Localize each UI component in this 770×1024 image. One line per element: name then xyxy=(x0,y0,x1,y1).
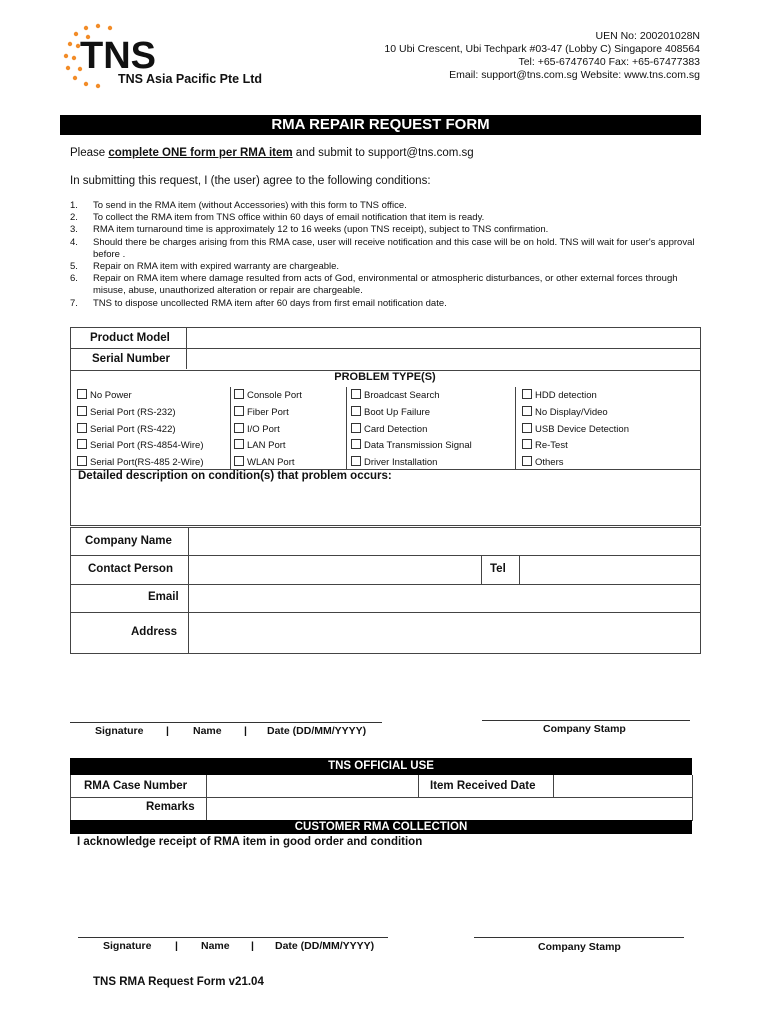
checkbox[interactable] xyxy=(77,389,87,399)
name-label: Name xyxy=(193,725,222,737)
checkbox[interactable] xyxy=(77,439,87,449)
problem-option-label: HDD detection xyxy=(535,390,597,401)
problem-option[interactable] xyxy=(522,423,629,435)
item-received-date-field[interactable] xyxy=(555,777,690,796)
divider xyxy=(70,612,701,613)
product-model-label: Product Model xyxy=(90,332,170,344)
company-email-web: Email: support@tns.com.sg Website: www.tns.com.sg xyxy=(449,69,700,81)
agreement-text: In submitting this request, I (the user) agree to the following conditions: xyxy=(70,175,431,187)
contact-person-label: Contact Person xyxy=(88,563,173,575)
checkbox[interactable] xyxy=(77,456,87,466)
problem-option[interactable] xyxy=(351,439,472,451)
problem-option[interactable] xyxy=(522,439,568,451)
problem-option[interactable] xyxy=(234,456,295,468)
problem-option-label: Serial Port (RS-4854-Wire) xyxy=(90,440,204,451)
checkbox[interactable] xyxy=(522,423,532,433)
problem-option[interactable] xyxy=(351,389,440,401)
condition-item: 7. TNS to dispose uncollected RMA item after 60 days from first email notification date. xyxy=(70,297,447,309)
address-field[interactable] xyxy=(190,614,698,651)
problem-option-label: Serial Port (RS-232) xyxy=(90,407,176,418)
condition-item: 2. To collect the RMA item from TNS office within 60 days of email notification that item is ready. xyxy=(70,212,485,224)
company-contact-block xyxy=(384,30,700,82)
condition-item: 6. Repair on RMA item where damage resulted from acts of God, environmental or atmospheric disturbances, or other external forces through misuse, abuse, unauthorized alteration or repair are chargeable. xyxy=(70,273,678,297)
email-field[interactable] xyxy=(190,586,698,611)
name-label: Name xyxy=(201,940,230,952)
divider xyxy=(553,775,554,797)
item-received-date-label: Item Received Date xyxy=(430,780,536,792)
problem-option-label: Boot Up Failure xyxy=(364,407,431,418)
problem-option-label: Console Port xyxy=(247,390,302,401)
problem-option[interactable] xyxy=(77,423,176,435)
checkbox[interactable] xyxy=(351,456,361,466)
divider xyxy=(346,387,347,469)
problem-option-label: WLAN Port xyxy=(247,457,295,468)
checkbox[interactable] xyxy=(522,439,532,449)
email-label: Email xyxy=(148,591,179,603)
signature-label: Signature xyxy=(95,725,144,737)
separator: | xyxy=(175,940,178,952)
problem-option[interactable] xyxy=(234,439,286,451)
description-field[interactable] xyxy=(72,486,697,524)
problem-option[interactable] xyxy=(522,406,608,418)
separator: | xyxy=(251,940,254,952)
divider xyxy=(70,348,701,349)
date-label: Date (DD/MM/YYYY) xyxy=(275,940,375,952)
checkbox[interactable] xyxy=(77,423,87,433)
acknowledge-text: I acknowledge receipt of RMA item in good order and condition xyxy=(77,836,423,848)
company-address: 10 Ubi Crescent, Ubi Techpark #03-47 (Lobby C) Singapore 408564 xyxy=(384,43,700,55)
instruction-text xyxy=(70,147,474,159)
problem-type-box xyxy=(70,369,701,470)
problem-option-label: USB Device Detection xyxy=(535,424,629,435)
official-use-title: TNS OFFICIAL USE xyxy=(70,758,692,775)
checkbox[interactable] xyxy=(77,406,87,416)
problem-option-label: Fiber Port xyxy=(247,407,289,418)
contact-person-field[interactable] xyxy=(190,557,480,583)
problem-option[interactable] xyxy=(351,423,427,435)
form-version: TNS RMA Request Form v21.04 xyxy=(93,976,264,988)
problem-option-label: Serial Port(RS-485 2-Wire) xyxy=(90,457,204,468)
address-label: Address xyxy=(131,626,178,638)
checkbox[interactable] xyxy=(234,389,244,399)
instruction-emphasis: complete ONE form per RMA item xyxy=(108,147,293,159)
divider xyxy=(515,387,516,469)
condition-item: 1. To send in the RMA item (without Accessories) with this form to TNS office. xyxy=(70,200,407,211)
problem-option[interactable] xyxy=(234,423,280,435)
divider xyxy=(188,527,189,653)
problem-option[interactable] xyxy=(77,406,176,418)
tel-label: Tel xyxy=(490,563,506,575)
uen-number: UEN No: 200201028N xyxy=(595,30,700,42)
customer-collection-title: CUSTOMER RMA COLLECTION xyxy=(70,820,692,834)
signature-label: Signature xyxy=(103,940,152,952)
problem-option-label: Broadcast Search xyxy=(364,390,440,401)
divider xyxy=(70,584,701,585)
instruction-post: and submit to support@tns.com.sg xyxy=(292,147,474,159)
divider xyxy=(418,775,419,797)
checkbox[interactable] xyxy=(234,423,244,433)
logo-text: TNS xyxy=(80,35,156,77)
problem-option[interactable] xyxy=(234,406,289,418)
serial-number-label: Serial Number xyxy=(92,353,170,365)
problem-option-label: Re-Test xyxy=(535,440,568,451)
instruction-pre: Please xyxy=(70,147,109,159)
problem-option-label: Driver Installation xyxy=(364,457,438,468)
product-model-field[interactable] xyxy=(189,329,697,347)
company-stamp-label: Company Stamp xyxy=(543,723,626,735)
checkbox[interactable] xyxy=(234,439,244,449)
problem-option[interactable] xyxy=(351,406,430,418)
separator: | xyxy=(244,725,247,737)
problem-option[interactable] xyxy=(351,456,437,468)
problem-option-label: Card Detection xyxy=(364,424,428,435)
company-name-label: Company Name xyxy=(85,535,172,547)
problem-option-label: Others xyxy=(535,457,564,468)
rma-case-number-label: RMA Case Number xyxy=(84,780,188,792)
remarks-field[interactable] xyxy=(208,799,690,819)
problem-option[interactable] xyxy=(522,456,564,468)
stamp-line xyxy=(474,937,684,938)
description-label: Detailed description on condition(s) that problem occurs: xyxy=(78,470,392,482)
problem-option-label: Data Transmission Signal xyxy=(364,440,472,451)
conditions-list xyxy=(70,200,702,310)
tel-field[interactable] xyxy=(521,557,698,583)
checkbox[interactable] xyxy=(522,456,532,466)
rma-case-number-field[interactable] xyxy=(208,777,417,796)
checkbox[interactable] xyxy=(351,389,361,399)
checkbox[interactable] xyxy=(351,423,361,433)
divider xyxy=(481,555,482,584)
date-label: Date (DD/MM/YYYY) xyxy=(267,725,367,737)
condition-item: 4. Should there be charges arising from this RMA case, user will receive notification and this case will be on hold. TNS will wait for user's approval before . xyxy=(70,236,695,260)
form-title: RMA REPAIR REQUEST FORM xyxy=(60,115,701,135)
company-tel-fax: Tel: +65-67476740 Fax: +65-67477383 xyxy=(518,56,700,68)
separator: | xyxy=(166,725,169,737)
divider xyxy=(70,555,701,556)
company-name: TNS Asia Pacific Pte Ltd xyxy=(118,72,263,86)
checkbox[interactable] xyxy=(351,406,361,416)
problem-option-label: No Display/Video xyxy=(535,407,608,418)
divider xyxy=(519,555,520,584)
checkbox[interactable] xyxy=(522,406,532,416)
problem-option-label: No Power xyxy=(90,390,132,401)
signature-line xyxy=(70,722,382,723)
problem-option[interactable] xyxy=(522,389,597,401)
checkbox[interactable] xyxy=(234,456,244,466)
divider xyxy=(70,797,693,798)
problem-option-label: LAN Port xyxy=(247,440,286,451)
problem-option[interactable] xyxy=(77,456,204,468)
signature-line xyxy=(78,937,388,938)
checkbox[interactable] xyxy=(234,406,244,416)
divider xyxy=(206,775,207,821)
problem-option-label: Serial Port (RS-422) xyxy=(90,424,176,435)
problem-option[interactable] xyxy=(77,439,204,451)
divider xyxy=(230,387,231,469)
condition-item: 5. Repair on RMA item with expired warranty are chargeable. xyxy=(70,261,340,273)
serial-number-field[interactable] xyxy=(189,350,697,368)
remarks-label: Remarks xyxy=(146,801,195,813)
company-stamp-label: Company Stamp xyxy=(538,941,621,953)
condition-item: 3. RMA item turnaround time is approximately 12 to 16 weeks (upon TNS receipt), subject to TNS confirmation. xyxy=(70,224,549,236)
problem-option[interactable] xyxy=(77,389,132,401)
problem-option[interactable] xyxy=(234,389,302,401)
checkbox[interactable] xyxy=(351,439,361,449)
company-name-field[interactable] xyxy=(190,529,698,554)
problem-option-label: I/O Port xyxy=(247,424,280,435)
problem-type-title: PROBLEM TYPE(S) xyxy=(334,371,436,383)
stamp-line xyxy=(482,720,690,721)
checkbox[interactable] xyxy=(522,389,532,399)
